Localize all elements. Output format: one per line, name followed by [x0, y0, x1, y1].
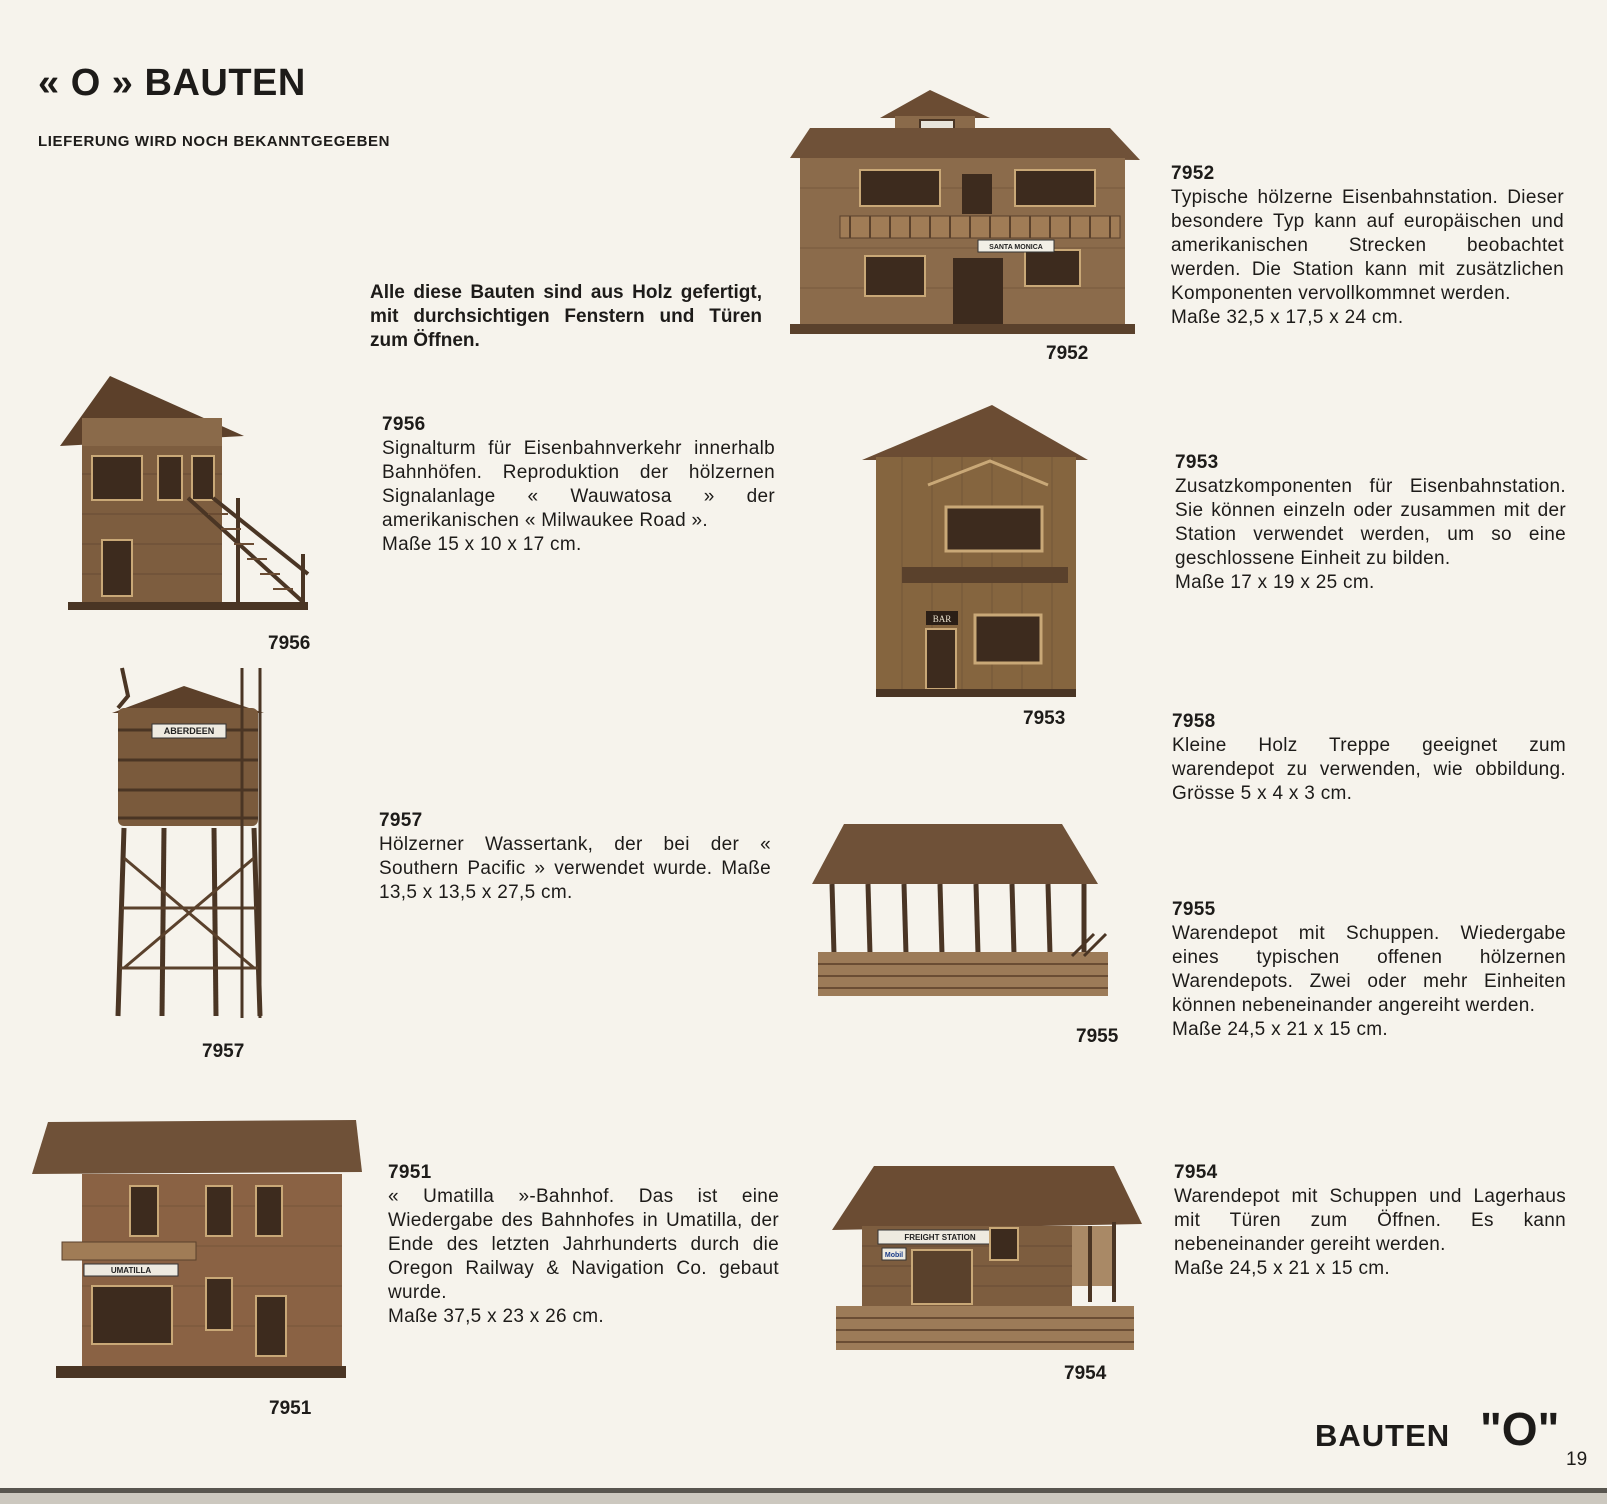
- product-7954: [1174, 1161, 1566, 1281]
- product-code: 7956: [382, 414, 426, 435]
- product-7953: [1175, 451, 1566, 595]
- sign-freight-station: FREIGHT STATION: [904, 1233, 976, 1242]
- product-dimensions: Maße 17 x 19 x 25 cm.: [1175, 572, 1375, 593]
- caption-7952: 7952: [1046, 343, 1089, 364]
- product-description: Warendepot mit Schuppen und Lagerhaus mit Türen zum Öffnen. Es kann nebeneinander gereiht werden.: [1174, 1186, 1566, 1255]
- product-7956: [382, 413, 775, 557]
- image-7952-station: [790, 88, 1150, 348]
- product-description: Warendepot mit Schuppen. Wiedergabe eines typischen offenen hölzernen Warendepots. Zwei oder mehr Einheiten können nebeneinander angereiht werden.: [1172, 923, 1566, 1016]
- sign-aberdeen: ABERDEEN: [163, 726, 215, 736]
- product-7958: [1172, 710, 1566, 806]
- sign-santa-monica: SANTA MONICA: [989, 244, 1043, 251]
- page-subtitle: LIEFERUNG WIRD NOCH BEKANNTGEGEBEN: [38, 133, 391, 150]
- product-code: 7954: [1174, 1162, 1218, 1183]
- sign-mobil: Mobil: [884, 1252, 904, 1259]
- product-7955: [1172, 898, 1566, 1042]
- image-7953-bar-building: [862, 405, 1092, 705]
- product-7951: [388, 1161, 779, 1329]
- product-7957: [379, 809, 771, 905]
- image-7954-freight-station: [832, 1166, 1147, 1356]
- caption-7955: 7955: [1076, 1026, 1119, 1047]
- sign-bar: BAR: [932, 614, 952, 624]
- product-code: 7952: [1171, 163, 1215, 184]
- product-description: Hölzerner Wassertank, der bei der « Southern Pacific » verwendet wurde. Maße 13,5 x 13,5 x 27,5 cm.: [379, 834, 771, 903]
- caption-7956: 7956: [268, 633, 311, 654]
- caption-7951: 7951: [269, 1398, 312, 1419]
- caption-7957: 7957: [202, 1041, 245, 1062]
- product-code: 7953: [1175, 452, 1219, 473]
- product-7952: [1171, 162, 1564, 330]
- product-dimensions: Maße 15 x 10 x 17 cm.: [382, 534, 582, 555]
- footer-title: BAUTEN: [1315, 1418, 1451, 1453]
- product-description: Zusatzkomponenten für Eisenbahnstation. Sie können einzeln oder zusammen mit der Station verwendet werden, um so eine geschlossene Einheit zu bilden.: [1175, 476, 1566, 569]
- product-description: Signalturm für Eisenbahnverkehr innerhalb Bahnhöfen. Reproduktion der hölzernen Signalanlage « Wauwatosa » der amerikanischen « Milwaukee Road ».: [382, 438, 775, 531]
- page-title: « O » BAUTEN: [38, 62, 306, 104]
- image-7956-signal-tower: [58, 374, 318, 624]
- product-code: 7951: [388, 1162, 432, 1183]
- caption-7954: 7954: [1064, 1363, 1107, 1384]
- product-description: Typische hölzerne Eisenbahnstation. Dieser besondere Typ kann auf europäischen und amerikanischen Strecken beobachtet werden. Die Station kann mit zusätzlichen Komponenten vervollkommnet werden.: [1171, 187, 1564, 304]
- product-code: 7955: [1172, 899, 1216, 920]
- product-dimensions: Maße 24,5 x 21 x 15 cm.: [1172, 1019, 1388, 1040]
- product-dimensions: Maße 37,5 x 23 x 26 cm.: [388, 1306, 604, 1327]
- sign-umatilla: UMATILLA: [110, 1266, 152, 1275]
- intro-text: Alle diese Bauten sind aus Holz gefertigt, mit durchsichtigen Fenstern und Türen zum Öffnen.: [370, 282, 762, 351]
- product-code: 7957: [379, 810, 423, 831]
- image-7951-umatilla-station: [32, 1116, 367, 1386]
- product-code: 7958: [1172, 711, 1216, 732]
- image-7955-open-depot: [812, 824, 1142, 1004]
- product-dimensions: Maße 24,5 x 21 x 15 cm.: [1174, 1258, 1390, 1279]
- footer-scale-mark: "O": [1480, 1403, 1560, 1455]
- product-description: Kleine Holz Treppe geeignet zum warendepot zu verwenden, wie obbildung. Grösse 5 x 4 x 3 cm.: [1172, 735, 1566, 804]
- image-7957-water-tank: [104, 668, 274, 1023]
- bottom-strip: [0, 1493, 1607, 1504]
- product-dimensions: Maße 32,5 x 17,5 x 24 cm.: [1171, 307, 1404, 328]
- product-description: « Umatilla »-Bahnhof. Das ist eine Wiedergabe des Bahnhofes in Umatilla, der Ende des letzten Jahrhunderts durch die Oregon Railway & Navigation Co. gebaut wurde.: [388, 1186, 779, 1303]
- caption-7953: 7953: [1023, 708, 1066, 729]
- page-number: 19: [1566, 1449, 1588, 1470]
